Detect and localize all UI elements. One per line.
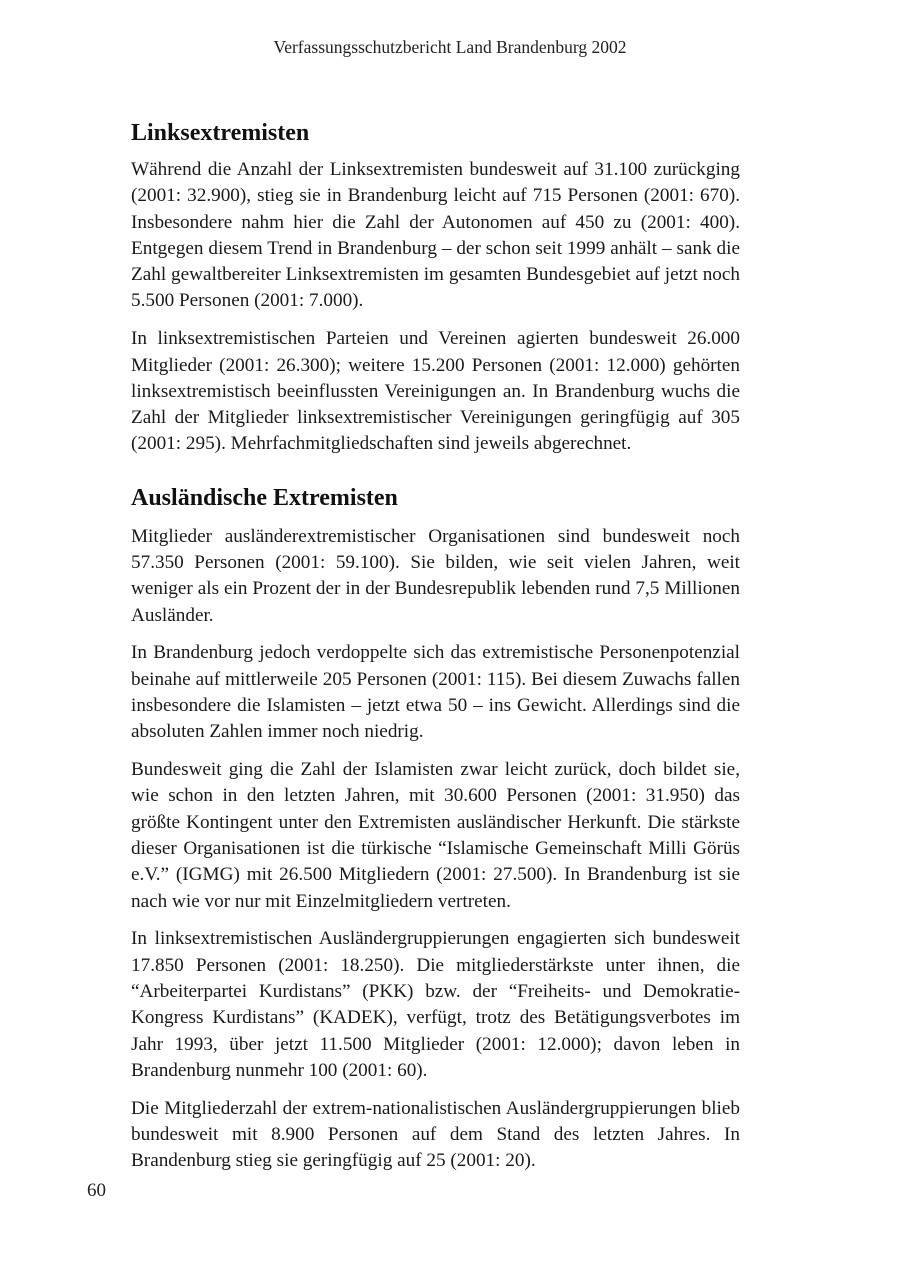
paragraph: Die Mitgliederzahl der extrem-nationalistischen Ausländergruppierungen blieb bundesweit mit 8.900 Personen auf dem Stand des letzten Jahres. In Brandenburg stieg sie geringfügig auf 25 (2001: 20). — [131, 1097, 740, 1172]
paragraph: In linksextremistischen Parteien und Vereinen agierten bundesweit 26.000 Mitglieder (2001: 26.300); weitere 15.200 Personen (2001: 12.000) gehörten linksextremistisch beeinflussten Vereinigungen an. In Brandenburg wuchs die Zahl der Mitglieder linksextremistischer Vereinigungen geringfügig auf 305 (2001: 295). Mehrfachmitgliedschaften sind jeweils abgerechnet. — [131, 328, 740, 455]
page-body — [131, 118, 740, 1186]
paragraph: In linksextremistischen Ausländergruppierungen engagierten sich bundesweit 17.850 Personen (2001: 18.250). Die mitgliederstärkste unter ihnen, die “Arbeiterpartei Kurdistans” (PKK) bzw. der “Freiheits- und Demokratie-Kongress Kurdistans” (KADEK), verfügt, trotz des Betätigungsverbotes im Jahr 1993, über jetzt 11.500 Mitglieder (2001: 12.000); davon leben in Brandenburg nunmehr 100 (2001: 60). — [131, 928, 740, 1081]
paragraph: Mitglieder ausländerextremistischer Organisationen sind bundesweit noch 57.350 Personen (2001: 59.100). Sie bilden, wie seit vielen Jahren, weit weniger als ein Prozent der in der Bundesrepublik lebenden rund 7,5 Millionen Ausländer. — [131, 525, 740, 626]
section-heading-auslaendische-extremisten: Ausländische Extremisten — [131, 484, 398, 511]
paragraph: Bundesweit ging die Zahl der Islamisten zwar leicht zurück, doch bildet sie, wie schon in den letzten Jahren, mit 30.600 Personen (2001: 31.950) das größte Kontingent unter den Extremisten ausländischer Herkunft. Die stärkste dieser Organisationen ist die türkische “Islamische Gemeinschaft Milli Görüs e.V.” (IGMG) mit 26.500 Mitgliedern (2001: 27.500). In Brandenburg ist sie nach wie vor nur mit Einzelmitgliedern vertreten. — [131, 759, 740, 912]
page-number: 60 — [87, 1180, 106, 1201]
section-heading-linksextremisten: Linksextremisten — [131, 120, 310, 146]
running-header: Verfassungsschutzbericht Land Brandenburg 2002 — [273, 37, 627, 57]
paragraph: Während die Anzahl der Linksextremisten bundesweit auf 31.100 zurückging (2001: 32.900), stieg sie in Brandenburg leicht auf 715 Personen (2001: 670). Insbesondere nahm hier die Zahl der Autonomen auf 450 zu (2001: 400). Entgegen diesem Trend in Brandenburg – der schon seit 1999 anhält – sank die Zahl gewaltbereiter Linksextremisten im gesamten Bundesgebiet auf jetzt noch 5.500 Personen (2001: 7.000). — [131, 159, 740, 312]
paragraph: In Brandenburg jedoch verdoppelte sich das extremistische Personenpotenzial beinahe auf mittlerweile 205 Personen (2001: 115). Bei diesem Zuwachs fallen insbesondere die Islamisten – jetzt etwa 50 – ins Gewicht. Allerdings sind die absoluten Zahlen immer noch niedrig. — [131, 642, 740, 743]
